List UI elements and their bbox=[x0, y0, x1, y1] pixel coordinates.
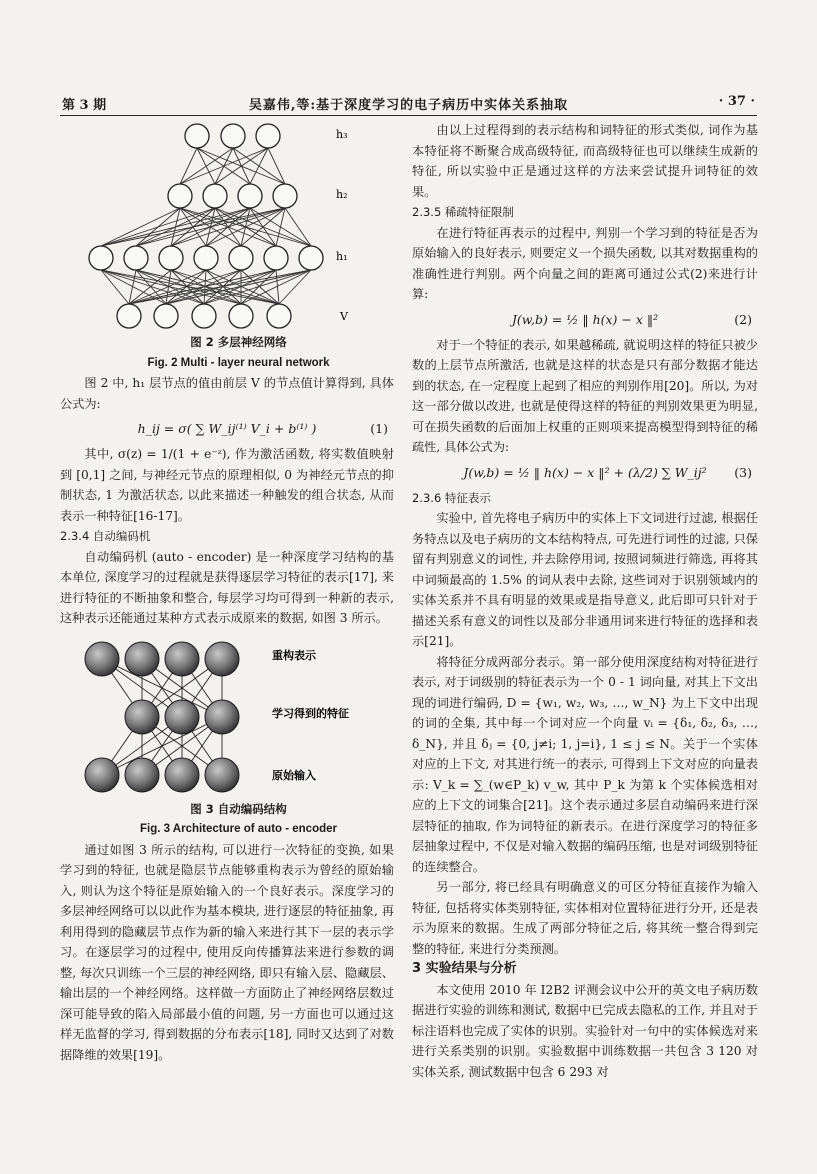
equation-1-number: (1) bbox=[370, 421, 388, 436]
section-heading-2-3-4: 2.3.4 自动编码机 bbox=[60, 529, 151, 543]
network-node bbox=[267, 304, 291, 328]
layer-label-h1: h₁ bbox=[336, 250, 348, 263]
network-edge bbox=[285, 208, 311, 246]
network-edge bbox=[171, 208, 180, 246]
network-node bbox=[154, 304, 178, 328]
label-learned-features: 学习得到的特征 bbox=[272, 706, 349, 720]
header-rule bbox=[60, 115, 757, 116]
figure-2-network-diagram bbox=[60, 120, 394, 332]
paragraph: 通过如图 3 所示的结构, 可以进行一次特征的变换, 如果学习到的特征, 也就是隐层节点能够重构表示为曾经的原始输入, 则认为这个特征是原始输入的一个良好表示。深度学习的多层神经网络可以以此作为基本模块, 进行逐层的特征抽象, 再利用得到的隐藏层节点作为新的输入来进行其下一层的表示学习。在逐层学习的过程中, 使用反向传播算法来进行参数的调整, 每次只训练一个三层的神经网络, 即只有输入层、隐藏层、输出层的一个神经网络。这样做一方面防止了神经网络层数过深可能导致的陷入局部最小值的问题, 另一方面也可以通过这样无监督的学习, 得到数据的分布表示[18], 同时又达到了对数据降维的效果[19]。 bbox=[60, 842, 394, 1062]
network-node bbox=[299, 246, 323, 270]
autoencoder-node bbox=[205, 700, 239, 734]
autoencoder-node bbox=[165, 642, 199, 676]
section-heading-2-3-6: 2.3.6 特征表示 bbox=[412, 490, 491, 505]
equation-2-number: (2) bbox=[734, 311, 752, 327]
paragraph: 图 2 中, h₁ 层节点的值由前层 V 的节点值计算得到, 具体公式为: bbox=[60, 376, 394, 411]
paragraph: 自动编码机 (auto - encoder) 是一种深度学习结构的基本单位, 深度学习的过程就是获得逐层学习特征的表示[17], 来进行特征的不断抽象和整合, 每层学习均可得到一种新的表示, 这种表示还能通过某种方式表示成原来的数据, 如图 3 所示。 bbox=[60, 549, 394, 625]
autoencoder-node bbox=[205, 642, 239, 676]
equation-1 bbox=[60, 414, 394, 444]
figure-3-autoencoder-diagram bbox=[60, 629, 394, 799]
autoencoder-edge bbox=[102, 717, 222, 775]
section-heading-3: 3 实验结果与分析 bbox=[412, 961, 517, 976]
network-node bbox=[194, 246, 218, 270]
autoencoder-node bbox=[85, 758, 119, 792]
network-edge bbox=[206, 270, 279, 304]
layer-label-v: V bbox=[340, 310, 348, 323]
network-connections bbox=[101, 148, 311, 304]
autoencoder-node bbox=[165, 758, 199, 792]
autoencoder-node bbox=[85, 642, 119, 676]
network-edge bbox=[180, 208, 311, 246]
equation-2 bbox=[412, 305, 758, 335]
network-node bbox=[238, 184, 262, 208]
equation-3-number: (3) bbox=[734, 464, 752, 480]
equation-1-body: h_ij = σ( ∑ W_ij⁽¹⁾ V_i + b⁽¹⁾ ) bbox=[137, 421, 317, 436]
network-edge bbox=[204, 270, 276, 304]
network-edge bbox=[101, 208, 180, 246]
issue-number: 第 3 期 bbox=[62, 98, 107, 113]
section-heading-2-3-5: 2.3.5 稀疏特征限制 bbox=[412, 205, 514, 219]
left-column bbox=[60, 120, 394, 1065]
autoencoder-node bbox=[125, 642, 159, 676]
network-edge bbox=[197, 148, 215, 184]
autoencoder-nodes bbox=[85, 642, 239, 792]
running-title: 吴嘉伟,等:基于深度学习的电子病历中实体关系抽取 bbox=[248, 98, 569, 113]
paragraph: 本文使用 2010 年 I2B2 评测会议中公开的英文电子病历数据进行实验的训练和测试, 数据中已完成去隐私的工作, 并且对于标注语料也完成了实体的识别。实验针对一句中的实体候选对来进行关系类别的识别。实验数据中训练数据一共包含 3 120 对实体关系, 测试数据中包含 6 293 对 bbox=[412, 982, 758, 1079]
layer-label-h3: h₃ bbox=[336, 128, 348, 141]
network-node bbox=[168, 184, 192, 208]
paragraph: 另一部分, 将已经具有明确意义的可区分特征直接作为输入特征, 包括将实体类别特征, 实体相对位置特征进行分开, 还是表示为原来的数据。生成了两部分特征之后, 将其统一整合得到完整的特征, 来进行分类预测。 bbox=[412, 880, 758, 956]
network-edge bbox=[250, 208, 311, 246]
paragraph: 在进行特征再表示的过程中, 判别一个学习到的特征是否为原始输入的良好表示, 则要定义一个损失函数, 以其对数据重构的准确性进行判别。两个向量之间的距离可通过公式(2)来进行计算: bbox=[412, 225, 758, 301]
network-node bbox=[159, 246, 183, 270]
page-number: · 37 · bbox=[718, 94, 755, 109]
network-node bbox=[124, 246, 148, 270]
network-node bbox=[117, 304, 141, 328]
paragraph: 其中, σ(z) = 1/(1 + e⁻ᶻ), 作为激活函数, 将实数值映射到 [0,1] 之间, 与神经元节点的原理相似, 0 为神经元节点的抑制状态, 1 为激活状态, 以此来描述一种触发的组合状态, 从而表示一种特征[16-17]。 bbox=[60, 447, 394, 523]
autoencoder-node bbox=[125, 700, 159, 734]
network-node bbox=[273, 184, 297, 208]
figure-3-caption-zh: 图 3 自动编码结构 bbox=[190, 801, 287, 816]
label-raw-input: 原始输入 bbox=[272, 768, 316, 782]
autoencoder-node bbox=[205, 758, 239, 792]
network-node bbox=[229, 246, 253, 270]
network-node bbox=[192, 304, 216, 328]
network-node bbox=[89, 246, 113, 270]
network-edge bbox=[180, 208, 206, 246]
equation-3-body: J(w,b) = ½ ‖ h(x) − x ‖² + (λ/2) ∑ W_ij² bbox=[463, 464, 707, 480]
network-edge bbox=[101, 270, 129, 304]
network-node bbox=[203, 184, 227, 208]
figure-2-caption-en: Fig. 2 Multi - layer neural network bbox=[147, 356, 330, 369]
paragraph: 由以上过程得到的表示结构和词特征的形式类似, 词作为基本特征将不断聚合成高级特征, 而高级特征也可以继续生成新的特征, 所以实验中正是通过这样的方法来尝试提升词特征的效果。 bbox=[412, 123, 758, 199]
label-reconstruction: 重构表示 bbox=[272, 648, 316, 662]
network-node bbox=[229, 304, 253, 328]
autoencoder-node bbox=[125, 758, 159, 792]
paragraph: 对于一个特征的表示, 如果越稀疏, 就说明这样的特征只被少数的上层节点所激活, 也就是这样的状态是只有部分数据才能达到的状态, 在一定程度上起到了相应的判别作用[20]。所以, 为对这一部分做以改进, 也就是使得这样的特征的判别效果更为明显, 可在损失函数的后面加上权重的正则项来提高模型得到特征的稀疏性, 具体公式为: bbox=[412, 337, 758, 454]
equation-3 bbox=[412, 458, 758, 488]
network-node bbox=[264, 246, 288, 270]
equation-2-body: J(w,b) = ½ ‖ h(x) − x ‖² bbox=[511, 311, 659, 327]
right-column bbox=[412, 120, 758, 1082]
figure-2-caption-zh: 图 2 多层神经网络 bbox=[190, 335, 287, 349]
network-node bbox=[221, 124, 245, 148]
figure-3-caption-en: Fig. 3 Architecture of auto - encoder bbox=[139, 823, 338, 835]
autoencoder-connections bbox=[102, 659, 222, 775]
paragraph: 实验中, 首先将电子病历中的实体上下文词进行过滤, 根据任务特点以及电子病历的文本结构特点, 可先进行词性的过滤, 只保留有判别意义的词性, 并去除停用词, 按照词频进行筛选, 再将其中词频最高的 1.5% 的词从表中去除, 这些词对于识别领域内的实体关系并不具有明显的效果或是指导意义, 此后即可只针对于描述关系有意义的词性以及部分非通用词来进行特征的选择和表示[21]。 bbox=[412, 511, 758, 648]
network-node bbox=[256, 124, 280, 148]
layer-label-h2: h₂ bbox=[336, 188, 348, 201]
autoencoder-node bbox=[165, 700, 199, 734]
running-header bbox=[62, 94, 755, 114]
network-node bbox=[185, 124, 209, 148]
paragraph: 将特征分成两部分表示。第一部分使用深度结构对特征进行表示, 对于词级别的特征表示为一个 0 - 1 词向量, 对其上下文出现的词进行编码, D = {w₁, w₂, w₃, …, w_N} 为上下文中出现的词的全集, 其中每一个词对应一个向量 vᵢ = {δ₁, δ₂, δ₃, …, δ_N}, 并且 δⱼ = {0, j≠i; 1, j=i}, 1 ≤ j ≤ N。关于一个实体对应的上下文, 对其进行统一的表示, 可得到上下文对应的向量表示: V_k = ∑_(w∈P_k) v_w, 其中 P_k 为第 k 个实体候选相对应的上下文的词集合[21]。这个表示通过多层自动编码来进行深层特征的抽取, 作为词特征的新表示。在进行深度学习的特征多层抽象过程中, 不仅是对输入数据的编码压缩, 也是对词级别特征的连续整合。 bbox=[412, 654, 758, 874]
